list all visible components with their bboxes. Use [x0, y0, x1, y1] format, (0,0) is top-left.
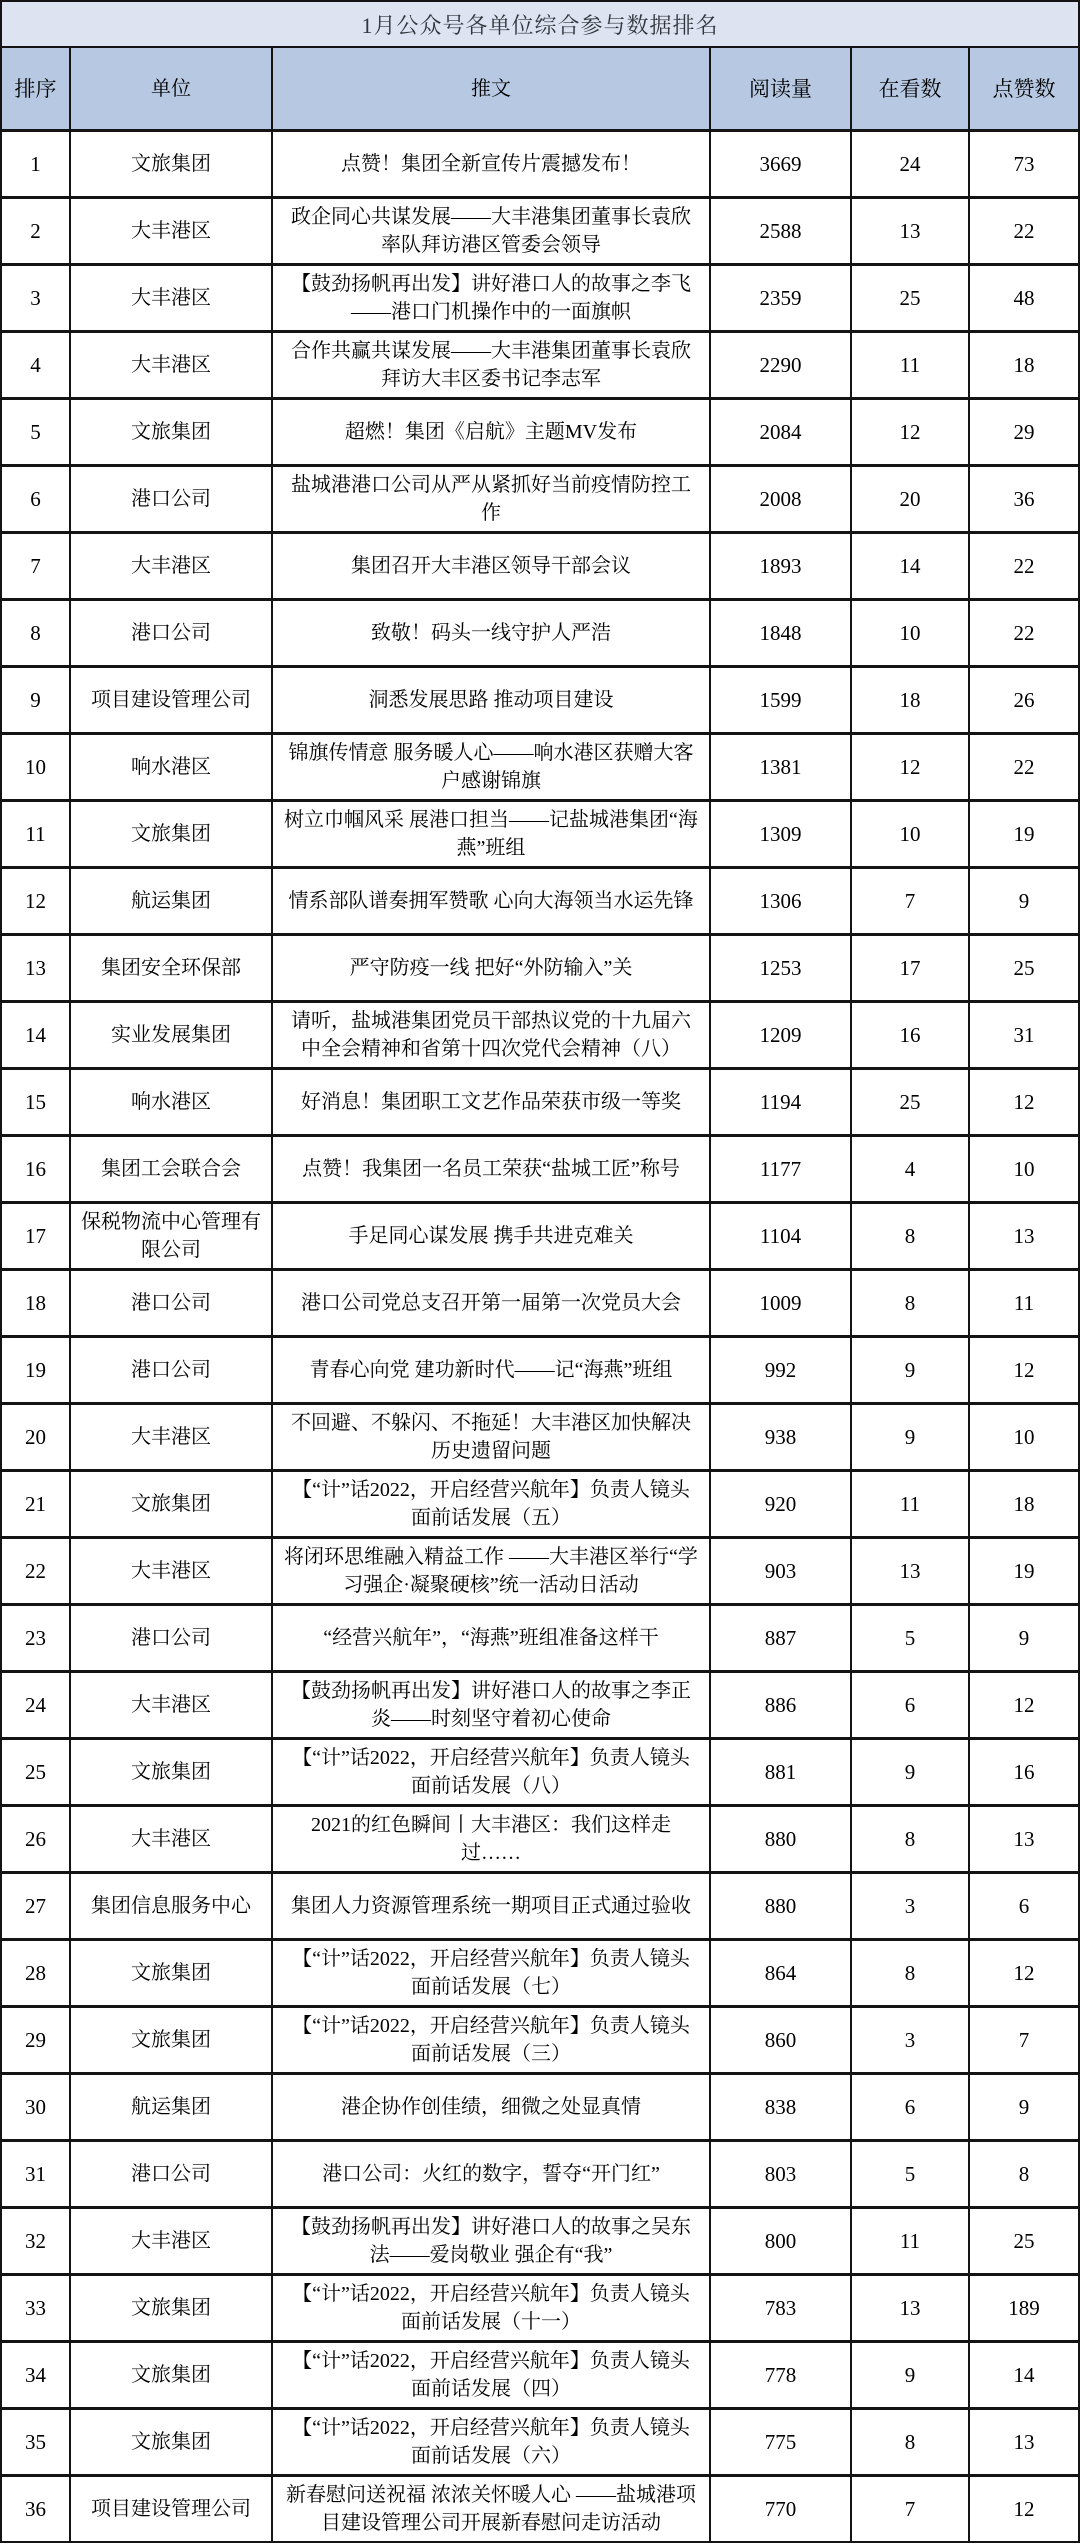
table-row: [2, 1606, 1078, 1673]
table-row: [2, 400, 1078, 467]
cell-likes: 19: [1013, 1559, 1035, 1583]
table-row: [2, 1204, 1078, 1271]
table-row: [2, 1271, 1078, 1338]
cell-rank: 21: [2, 1472, 71, 1536]
cell-likes: 14: [1013, 2363, 1035, 2387]
cell-rank: 30: [2, 2075, 71, 2139]
cell-likes: 26: [1013, 688, 1035, 712]
cell-reads: 2084: [711, 400, 852, 464]
cell-likes: 29: [1013, 420, 1035, 444]
cell-tweet: 洞悉发展思路 推动项目建设: [273, 668, 711, 732]
cell-unit: 文旅集团: [71, 1740, 273, 1804]
cell-rank: 1: [2, 132, 71, 196]
cell-unit: 文旅集团: [71, 2410, 273, 2474]
cell-reads: 860: [711, 2008, 852, 2072]
cell-reads: 1009: [711, 1271, 852, 1335]
cell-likes: 9: [1018, 2095, 1030, 2119]
table-row: [2, 467, 1078, 534]
cell-reads: 864: [711, 1941, 852, 2005]
table-row: [2, 2209, 1078, 2276]
cell-rank: 11: [2, 802, 71, 866]
table-row: [2, 869, 1078, 936]
cell-rank: 32: [2, 2209, 71, 2273]
cell-unit: 文旅集团: [71, 802, 273, 866]
cell-rank: 17: [2, 1204, 71, 1268]
cell-unit: 文旅集团: [71, 400, 273, 464]
cell-unit: 大丰港区: [71, 1539, 273, 1603]
cell-likes: 12: [1013, 1961, 1035, 1985]
table-title: 1月公众号各单位综合参与数据排名: [2, 2, 1078, 48]
cell-rank: 31: [2, 2142, 71, 2206]
table-row: [2, 1003, 1078, 1070]
cell-reads: 887: [711, 1606, 852, 1670]
cell-unit: 大丰港区: [71, 1807, 273, 1871]
cell-rank: 19: [2, 1338, 71, 1402]
cell-likes: 12: [1013, 2497, 1035, 2521]
cell-unit: 港口公司: [71, 467, 273, 531]
cell-rank: 23: [2, 1606, 71, 1670]
cell-tweet: 锦旗传情意 服务暖人心——响水港区获赠大客户感谢锦旗: [273, 735, 711, 799]
cell-watches: 11: [852, 1472, 970, 1536]
cell-unit: 大丰港区: [71, 199, 273, 263]
table-row: [2, 2343, 1078, 2410]
header-likes: 点赞数: [992, 76, 1056, 101]
cell-unit: 集团安全环保部: [71, 936, 273, 1000]
cell-reads: 1309: [711, 802, 852, 866]
cell-likes: 36: [1013, 487, 1035, 511]
cell-watches: 18: [852, 668, 970, 732]
cell-watches: 16: [852, 1003, 970, 1067]
table-row: [2, 2410, 1078, 2477]
cell-watches: 4: [852, 1137, 970, 1201]
cell-rank: 6: [2, 467, 71, 531]
cell-tweet: 合作共赢共谋发展——大丰港集团董事长袁欣拜访大丰区委书记李志军: [273, 333, 711, 397]
cell-watches: 3: [852, 2008, 970, 2072]
table-row: [2, 132, 1078, 199]
cell-tweet: 【“计”话2022，开启经营兴航年】负责人镜头面前话发展（六）: [273, 2410, 711, 2474]
cell-tweet: 政企同心共谋发展——大丰港集团董事长袁欣率队拜访港区管委会领导: [273, 199, 711, 263]
table-row: [2, 601, 1078, 668]
table-row: [2, 266, 1078, 333]
cell-tweet: 手足同心谋发展 携手共进克难关: [273, 1204, 711, 1268]
cell-reads: 1381: [711, 735, 852, 799]
table-row: [2, 1807, 1078, 1874]
table-row: [2, 2276, 1078, 2343]
cell-reads: 778: [711, 2343, 852, 2407]
cell-rank: 8: [2, 601, 71, 665]
cell-likes: 31: [1013, 1023, 1035, 1047]
cell-tweet: 港口公司党总支召开第一届第一次党员大会: [273, 1271, 711, 1335]
cell-reads: 800: [711, 2209, 852, 2273]
cell-rank: 29: [2, 2008, 71, 2072]
cell-tweet: 请听，盐城港集团党员干部热议党的十九届六中全会精神和省第十四次党代会精神（八）: [273, 1003, 711, 1067]
cell-watches: 12: [852, 400, 970, 464]
cell-reads: 2359: [711, 266, 852, 330]
table-row: [2, 1070, 1078, 1137]
cell-tweet: 致敬！码头一线守护人严浩: [273, 601, 711, 665]
cell-watches: 13: [852, 2276, 970, 2340]
cell-tweet: 不回避、不躲闪、不拖延！大丰港区加快解决历史遗留问题: [273, 1405, 711, 1469]
cell-watches: 9: [852, 1338, 970, 1402]
cell-watches: 11: [852, 333, 970, 397]
cell-tweet: 港口公司：火红的数字，誓夺“开门红”: [273, 2142, 711, 2206]
cell-rank: 13: [2, 936, 71, 1000]
cell-unit: 大丰港区: [71, 266, 273, 330]
cell-reads: 938: [711, 1405, 852, 1469]
cell-watches: 8: [852, 1941, 970, 2005]
table-row: [2, 735, 1078, 802]
cell-rank: 28: [2, 1941, 71, 2005]
cell-watches: 6: [852, 2075, 970, 2139]
cell-reads: 2588: [711, 199, 852, 263]
cell-unit: 文旅集团: [71, 1472, 273, 1536]
cell-tweet: 【“计”话2022，开启经营兴航年】负责人镜头面前话发展（八）: [273, 1740, 711, 1804]
cell-tweet: 点赞！我集团一名员工荣获“盐城工匠”称号: [273, 1137, 711, 1201]
table-row: [2, 1338, 1078, 1405]
cell-rank: 18: [2, 1271, 71, 1335]
cell-watches: 25: [852, 266, 970, 330]
cell-rank: 10: [2, 735, 71, 799]
cell-watches: 25: [852, 1070, 970, 1134]
cell-rank: 26: [2, 1807, 71, 1871]
cell-likes: 16: [1013, 1760, 1035, 1784]
cell-likes: 10: [1013, 1157, 1035, 1181]
cell-tweet: 树立巾帼风采 展港口担当——记盐城港集团“海燕”班组: [273, 802, 711, 866]
cell-likes: 22: [1013, 621, 1035, 645]
cell-reads: 880: [711, 1874, 852, 1938]
table-row: [2, 2075, 1078, 2142]
cell-tweet: 【“计”话2022，开启经营兴航年】负责人镜头面前话发展（四）: [273, 2343, 711, 2407]
cell-unit: 项目建设管理公司: [71, 668, 273, 732]
cell-watches: 3: [852, 1874, 970, 1938]
cell-reads: 1306: [711, 869, 852, 933]
cell-unit: 文旅集团: [71, 132, 273, 196]
cell-watches: 8: [852, 1204, 970, 1268]
table-header-row: [2, 48, 1078, 132]
cell-rank: 16: [2, 1137, 71, 1201]
cell-reads: 3669: [711, 132, 852, 196]
table-row: [2, 534, 1078, 601]
cell-likes: 8: [1018, 2162, 1030, 2186]
cell-likes: 25: [1013, 2229, 1035, 2253]
cell-reads: 1893: [711, 534, 852, 598]
cell-unit: 港口公司: [71, 1606, 273, 1670]
cell-watches: 5: [852, 1606, 970, 1670]
cell-watches: 6: [852, 1673, 970, 1737]
cell-reads: 1209: [711, 1003, 852, 1067]
cell-reads: 838: [711, 2075, 852, 2139]
cell-tweet: 集团人力资源管理系统一期项目正式通过验收: [273, 1874, 711, 1938]
cell-watches: 8: [852, 2410, 970, 2474]
cell-rank: 34: [2, 2343, 71, 2407]
cell-rank: 27: [2, 1874, 71, 1938]
cell-reads: 886: [711, 1673, 852, 1737]
cell-reads: 992: [711, 1338, 852, 1402]
cell-tweet: 点赞！集团全新宣传片震撼发布！: [273, 132, 711, 196]
table-row: [2, 1673, 1078, 1740]
header-watches: 在看数: [852, 48, 970, 129]
table-row: [2, 1472, 1078, 1539]
cell-reads: 2008: [711, 467, 852, 531]
cell-likes: 9: [1018, 1626, 1030, 1650]
cell-unit: 集团工会联合会: [71, 1137, 273, 1201]
cell-tweet: 情系部队谱奏拥军赞歌 心向大海领当水运先锋: [273, 869, 711, 933]
cell-likes: 19: [1013, 822, 1035, 846]
cell-tweet: 好消息！集团职工文艺作品荣获市级一等奖: [273, 1070, 711, 1134]
cell-rank: 36: [2, 2477, 71, 2541]
cell-tweet: 2021的红色瞬间丨大丰港区：我们这样走过……: [273, 1807, 711, 1871]
cell-likes: 12: [1013, 1090, 1035, 1114]
cell-likes: 22: [1013, 219, 1035, 243]
cell-unit: 大丰港区: [71, 2209, 273, 2273]
cell-rank: 9: [2, 668, 71, 732]
cell-likes: 11: [1013, 1291, 1035, 1315]
cell-watches: 7: [852, 2477, 970, 2541]
cell-likes: 7: [1018, 2028, 1030, 2052]
cell-watches: 14: [852, 534, 970, 598]
cell-watches: 9: [852, 1740, 970, 1804]
cell-rank: 20: [2, 1405, 71, 1469]
cell-unit: 响水港区: [71, 1070, 273, 1134]
cell-reads: 903: [711, 1539, 852, 1603]
cell-likes: 189: [1008, 2296, 1040, 2320]
cell-unit: 文旅集团: [71, 2343, 273, 2407]
cell-tweet: 超燃！集团《启航》主题MV发布: [273, 400, 711, 464]
cell-likes: 73: [1013, 152, 1035, 176]
table-row: [2, 936, 1078, 1003]
cell-unit: 港口公司: [71, 2142, 273, 2206]
cell-likes: 12: [1013, 1693, 1035, 1717]
cell-watches: 11: [852, 2209, 970, 2273]
cell-tweet: 【“计”话2022，开启经营兴航年】负责人镜头面前话发展（七）: [273, 1941, 711, 2005]
cell-watches: 9: [852, 2343, 970, 2407]
table-row: [2, 1405, 1078, 1472]
cell-rank: 33: [2, 2276, 71, 2340]
cell-reads: 1177: [711, 1137, 852, 1201]
cell-rank: 7: [2, 534, 71, 598]
cell-tweet: 将闭环思维融入精益工作 ——大丰港区举行“学习强企·凝聚硬核”统一活动日活动: [273, 1539, 711, 1603]
cell-reads: 1194: [711, 1070, 852, 1134]
table-row: [2, 1874, 1078, 1941]
cell-rank: 35: [2, 2410, 71, 2474]
cell-unit: 港口公司: [71, 1271, 273, 1335]
cell-unit: 保税物流中心管理有限公司: [71, 1204, 273, 1268]
cell-likes: 12: [1013, 1358, 1035, 1382]
cell-likes: 10: [1013, 1425, 1035, 1449]
cell-unit: 项目建设管理公司: [71, 2477, 273, 2541]
cell-watches: 20: [852, 467, 970, 531]
table-row: [2, 1941, 1078, 2008]
cell-tweet: 【“计”话2022，开启经营兴航年】负责人镜头面前话发展（十一）: [273, 2276, 711, 2340]
table-row: [2, 2477, 1078, 2541]
cell-tweet: 港企协作创佳绩，细微之处显真情: [273, 2075, 711, 2139]
cell-tweet: 【鼓劲扬帆再出发】讲好港口人的故事之李飞——港口门机操作中的一面旗帜: [273, 266, 711, 330]
cell-reads: 770: [711, 2477, 852, 2541]
cell-unit: 大丰港区: [71, 333, 273, 397]
cell-likes: 9: [1018, 889, 1030, 913]
cell-unit: 港口公司: [71, 601, 273, 665]
cell-reads: 783: [711, 2276, 852, 2340]
cell-rank: 5: [2, 400, 71, 464]
cell-unit: 大丰港区: [71, 534, 273, 598]
cell-reads: 1253: [711, 936, 852, 1000]
cell-rank: 4: [2, 333, 71, 397]
cell-likes: 13: [1013, 2430, 1035, 2454]
table-body: [2, 132, 1078, 2541]
cell-reads: 1599: [711, 668, 852, 732]
cell-likes: 18: [1013, 353, 1035, 377]
cell-rank: 12: [2, 869, 71, 933]
cell-tweet: 【“计”话2022，开启经营兴航年】负责人镜头面前话发展（三）: [273, 2008, 711, 2072]
cell-unit: 航运集团: [71, 2075, 273, 2139]
cell-watches: 10: [852, 802, 970, 866]
cell-reads: 2290: [711, 333, 852, 397]
cell-watches: 5: [852, 2142, 970, 2206]
table-row: [2, 1539, 1078, 1606]
cell-unit: 文旅集团: [71, 2276, 273, 2340]
cell-watches: 9: [852, 1405, 970, 1469]
cell-tweet: 盐城港港口公司从严从紧抓好当前疫情防控工作: [273, 467, 711, 531]
cell-tweet: 【鼓劲扬帆再出发】讲好港口人的故事之吴东法——爱岗敬业 强企有“我”: [273, 2209, 711, 2273]
header-unit: 单位: [71, 48, 273, 129]
cell-reads: 1104: [711, 1204, 852, 1268]
cell-unit: 实业发展集团: [71, 1003, 273, 1067]
cell-watches: 24: [852, 132, 970, 196]
cell-tweet: 新春慰问送祝福 浓浓关怀暖人心 ——盐城港项目建设管理公司开展新春慰问走访活动: [273, 2477, 711, 2541]
header-rank: 排序: [2, 48, 71, 129]
cell-watches: 10: [852, 601, 970, 665]
cell-watches: 7: [852, 869, 970, 933]
cell-tweet: 【“计”话2022，开启经营兴航年】负责人镜头面前话发展（五）: [273, 1472, 711, 1536]
cell-rank: 3: [2, 266, 71, 330]
cell-rank: 14: [2, 1003, 71, 1067]
cell-tweet: 集团召开大丰港区领导干部会议: [273, 534, 711, 598]
cell-likes: 13: [1013, 1827, 1035, 1851]
cell-unit: 港口公司: [71, 1338, 273, 1402]
cell-reads: 803: [711, 2142, 852, 2206]
table-row: [2, 1740, 1078, 1807]
cell-rank: 24: [2, 1673, 71, 1737]
header-tweet: 推文: [273, 48, 711, 129]
table-row: [2, 2008, 1078, 2075]
cell-watches: 8: [852, 1807, 970, 1871]
cell-rank: 25: [2, 1740, 71, 1804]
cell-unit: 航运集团: [71, 869, 273, 933]
cell-tweet: 青春心向党 建功新时代——记“海燕”班组: [273, 1338, 711, 1402]
table-row: [2, 668, 1078, 735]
cell-unit: 文旅集团: [71, 2008, 273, 2072]
cell-reads: 880: [711, 1807, 852, 1871]
cell-reads: 920: [711, 1472, 852, 1536]
cell-watches: 8: [852, 1271, 970, 1335]
cell-likes: 6: [1018, 1894, 1030, 1918]
cell-watches: 13: [852, 1539, 970, 1603]
cell-tweet: 【鼓劲扬帆再出发】讲好港口人的故事之李正炎——时刻坚守着初心使命: [273, 1673, 711, 1737]
cell-likes: 18: [1013, 1492, 1035, 1516]
cell-likes: 48: [1013, 286, 1035, 310]
cell-watches: 13: [852, 199, 970, 263]
cell-unit: 响水港区: [71, 735, 273, 799]
cell-reads: 775: [711, 2410, 852, 2474]
cell-likes: 25: [1013, 956, 1035, 980]
table-row: [2, 199, 1078, 266]
cell-unit: 大丰港区: [71, 1673, 273, 1737]
cell-tweet: “经营兴航年”，“海燕”班组准备这样干: [273, 1606, 711, 1670]
cell-unit: 大丰港区: [71, 1405, 273, 1469]
cell-rank: 2: [2, 199, 71, 263]
table-row: [2, 802, 1078, 869]
cell-likes: 22: [1013, 755, 1035, 779]
cell-rank: 15: [2, 1070, 71, 1134]
header-reads: 阅读量: [711, 48, 852, 129]
cell-rank: 22: [2, 1539, 71, 1603]
cell-watches: 12: [852, 735, 970, 799]
cell-unit: 集团信息服务中心: [71, 1874, 273, 1938]
cell-reads: 1848: [711, 601, 852, 665]
table-row: [2, 1137, 1078, 1204]
cell-watches: 17: [852, 936, 970, 1000]
table-row: [2, 2142, 1078, 2209]
cell-tweet: 严守防疫一线 把好“外防输入”关: [273, 936, 711, 1000]
cell-likes: 22: [1013, 554, 1035, 578]
cell-unit: 文旅集团: [71, 1941, 273, 2005]
cell-reads: 881: [711, 1740, 852, 1804]
cell-likes: 13: [1013, 1224, 1035, 1248]
table-row: [2, 333, 1078, 400]
